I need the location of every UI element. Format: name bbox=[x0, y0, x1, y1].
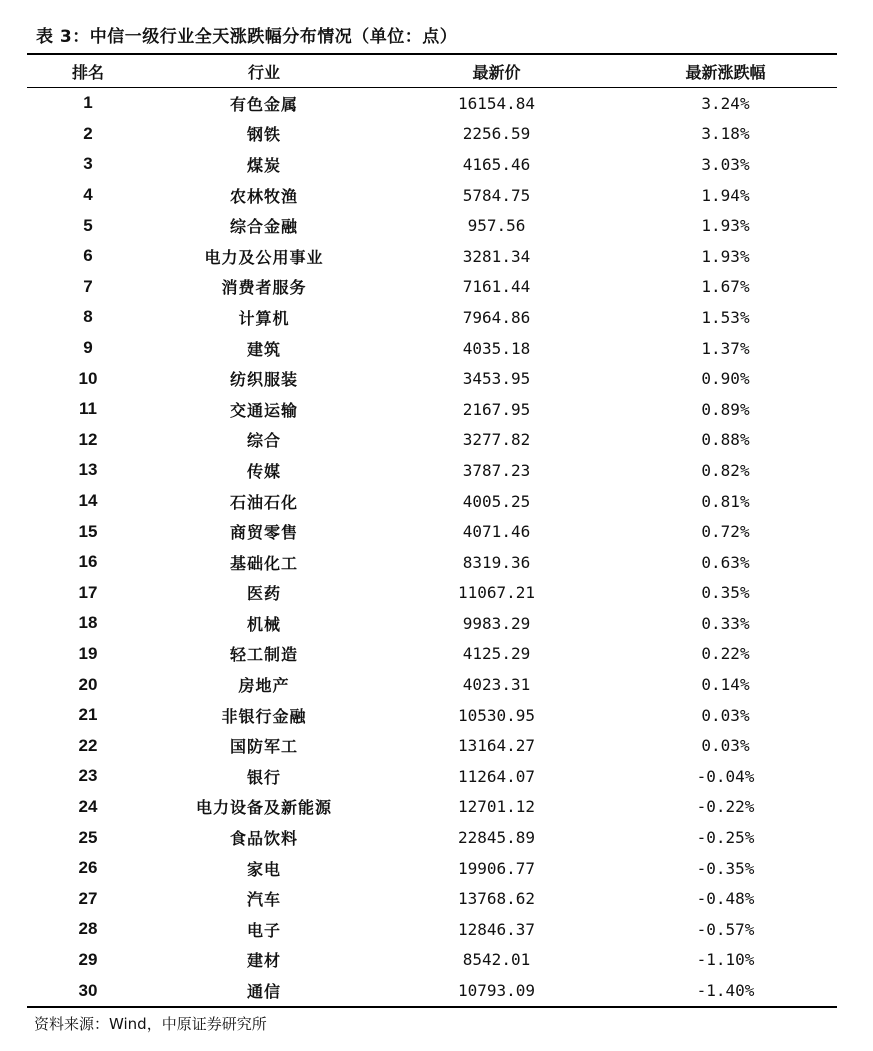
price-cell: 13164.27 bbox=[457, 736, 536, 756]
change-cell: 0.82% bbox=[701, 460, 750, 480]
industry-cell: 建筑 bbox=[246, 339, 281, 359]
price-cell: 11067.21 bbox=[457, 583, 536, 603]
table-row bbox=[27, 608, 837, 639]
table-row bbox=[27, 516, 837, 547]
change-cell: -0.04% bbox=[696, 766, 755, 786]
change-cell: -1.10% bbox=[696, 950, 755, 970]
industry-cell: 轻工制造 bbox=[229, 645, 298, 665]
industry-cell: 商贸零售 bbox=[229, 523, 298, 543]
change-cell: 0.89% bbox=[701, 399, 750, 419]
change-cell: -1.40% bbox=[696, 981, 755, 1001]
price-cell: 19906.77 bbox=[457, 858, 536, 878]
industry-cell: 综合 bbox=[246, 431, 281, 451]
table-title: 表 3：中信一级行业全天涨跌幅分布情况（单位：点） bbox=[36, 27, 458, 47]
price-cell: 12701.12 bbox=[457, 797, 536, 817]
table-row bbox=[27, 945, 837, 976]
table-row bbox=[27, 149, 837, 180]
table-row bbox=[27, 180, 837, 211]
rank-cell: 10 bbox=[78, 368, 98, 388]
price-cell: 7964.86 bbox=[462, 307, 531, 327]
rank-cell: 19 bbox=[78, 643, 98, 663]
industry-cell: 有色金属 bbox=[229, 94, 298, 114]
table-row bbox=[27, 486, 837, 517]
industry-cell: 钢铁 bbox=[246, 125, 281, 145]
price-cell: 3787.23 bbox=[462, 460, 531, 480]
table-row bbox=[27, 914, 837, 945]
table-body bbox=[27, 88, 837, 1007]
change-cell: -0.25% bbox=[696, 828, 755, 848]
table-header-row bbox=[27, 54, 837, 88]
change-cell: 1.37% bbox=[701, 338, 750, 358]
industry-cell: 电力设备及新能源 bbox=[195, 798, 332, 818]
industry-cell: 食品饮料 bbox=[229, 829, 298, 849]
rank-cell: 3 bbox=[83, 154, 93, 174]
rank-cell: 2 bbox=[83, 123, 93, 143]
table-row bbox=[27, 272, 837, 303]
industry-cell: 家电 bbox=[246, 859, 281, 879]
price-cell: 16154.84 bbox=[457, 93, 536, 113]
rank-cell: 6 bbox=[83, 246, 93, 266]
rank-cell: 11 bbox=[79, 399, 97, 419]
rank-cell: 29 bbox=[78, 949, 98, 969]
rank-cell: 12 bbox=[78, 429, 98, 449]
price-cell: 22845.89 bbox=[457, 828, 536, 848]
price-cell: 2256.59 bbox=[462, 124, 531, 144]
industry-table bbox=[27, 53, 837, 1008]
change-cell: 3.18% bbox=[701, 124, 750, 144]
rank-cell: 9 bbox=[83, 338, 93, 358]
rank-cell: 27 bbox=[78, 888, 98, 908]
table-row bbox=[27, 210, 837, 241]
change-cell: 1.93% bbox=[701, 246, 750, 266]
change-cell: 0.81% bbox=[701, 491, 750, 511]
change-cell: 0.33% bbox=[701, 613, 750, 633]
change-cell: 0.22% bbox=[701, 644, 750, 664]
industry-cell: 非银行金融 bbox=[221, 706, 307, 726]
table-row bbox=[27, 333, 837, 364]
table-row bbox=[27, 547, 837, 578]
rank-cell: 24 bbox=[78, 796, 98, 816]
header-industry: 行业 bbox=[247, 62, 280, 82]
price-cell: 4071.46 bbox=[462, 522, 531, 542]
table-row bbox=[27, 119, 837, 150]
price-cell: 3453.95 bbox=[462, 369, 531, 389]
change-cell: -0.22% bbox=[696, 797, 755, 817]
industry-cell: 农林牧渔 bbox=[229, 186, 298, 206]
change-cell: 3.03% bbox=[701, 154, 750, 174]
table-row bbox=[27, 639, 837, 670]
table-row bbox=[27, 578, 837, 609]
industry-cell: 国防军工 bbox=[229, 737, 298, 757]
industry-cell: 房地产 bbox=[238, 676, 290, 696]
change-cell: 0.63% bbox=[701, 552, 750, 572]
change-cell: 0.72% bbox=[701, 522, 750, 542]
change-cell: 1.93% bbox=[701, 216, 750, 236]
change-cell: 1.67% bbox=[701, 277, 750, 297]
price-cell: 7161.44 bbox=[462, 277, 531, 297]
industry-cell: 传媒 bbox=[246, 461, 281, 481]
industry-cell: 汽车 bbox=[246, 890, 281, 910]
change-cell: -0.48% bbox=[696, 889, 755, 909]
source-note: 资料来源：Wind，中原证券研究所 bbox=[34, 1015, 267, 1033]
industry-cell: 电力及公用事业 bbox=[204, 247, 324, 267]
rank-cell: 26 bbox=[78, 858, 98, 878]
header-latest-price: 最新价 bbox=[472, 62, 521, 82]
change-cell: -0.57% bbox=[696, 919, 755, 939]
price-cell: 8542.01 bbox=[462, 950, 531, 970]
table-row bbox=[27, 730, 837, 761]
rank-cell: 16 bbox=[78, 552, 98, 572]
price-cell: 3277.82 bbox=[462, 430, 531, 450]
change-cell: 1.94% bbox=[701, 185, 750, 205]
industry-cell: 消费者服务 bbox=[221, 278, 307, 298]
price-cell: 4005.25 bbox=[462, 491, 531, 511]
industry-cell: 医药 bbox=[246, 584, 281, 604]
rank-cell: 20 bbox=[78, 674, 98, 694]
rank-cell: 8 bbox=[83, 307, 93, 327]
industry-cell: 综合金融 bbox=[229, 217, 298, 237]
price-cell: 3281.34 bbox=[462, 246, 531, 266]
rank-cell: 13 bbox=[78, 460, 98, 480]
rank-cell: 1 bbox=[83, 93, 93, 113]
rank-cell: 23 bbox=[78, 766, 98, 786]
industry-cell: 电子 bbox=[246, 920, 281, 940]
industry-cell: 建材 bbox=[246, 951, 281, 971]
table-row bbox=[27, 761, 837, 792]
price-cell: 10793.09 bbox=[457, 981, 536, 1001]
price-cell: 4023.31 bbox=[462, 675, 531, 695]
industry-cell: 纺织服装 bbox=[229, 370, 298, 390]
table-row bbox=[27, 883, 837, 914]
header-latest-change: 最新涨跌幅 bbox=[685, 62, 766, 82]
industry-cell: 机械 bbox=[246, 614, 281, 634]
rank-cell: 22 bbox=[78, 735, 98, 755]
table-row bbox=[27, 425, 837, 456]
table-row bbox=[27, 822, 837, 853]
rank-cell: 15 bbox=[78, 521, 98, 541]
table-row bbox=[27, 792, 837, 823]
price-cell: 957.56 bbox=[467, 216, 526, 236]
table-row bbox=[27, 302, 837, 333]
industry-cell: 通信 bbox=[246, 982, 281, 1002]
price-cell: 4125.29 bbox=[462, 644, 531, 664]
price-cell: 13768.62 bbox=[457, 889, 536, 909]
change-cell: 0.90% bbox=[701, 369, 750, 389]
price-cell: 12846.37 bbox=[457, 919, 536, 939]
price-cell: 9983.29 bbox=[462, 613, 531, 633]
price-cell: 4035.18 bbox=[462, 338, 531, 358]
rank-cell: 5 bbox=[83, 215, 93, 235]
price-cell: 5784.75 bbox=[462, 185, 531, 205]
rank-cell: 30 bbox=[78, 980, 98, 1000]
change-cell: 0.88% bbox=[701, 430, 750, 450]
table-row bbox=[27, 363, 837, 394]
table-row bbox=[27, 975, 837, 1007]
industry-cell: 煤炭 bbox=[246, 155, 281, 175]
table-row bbox=[27, 700, 837, 731]
price-cell: 11264.07 bbox=[457, 766, 536, 786]
table-row bbox=[27, 853, 837, 884]
table-row bbox=[27, 669, 837, 700]
price-cell: 2167.95 bbox=[462, 399, 531, 419]
change-cell: 0.35% bbox=[701, 583, 750, 603]
header-rank: 排名 bbox=[71, 62, 104, 82]
industry-cell: 银行 bbox=[246, 767, 281, 787]
industry-cell: 计算机 bbox=[238, 308, 290, 328]
industry-cell: 石油石化 bbox=[229, 492, 298, 512]
price-cell: 10530.95 bbox=[457, 705, 536, 725]
table-row bbox=[27, 241, 837, 272]
table-row bbox=[27, 394, 837, 425]
industry-table-container bbox=[27, 53, 837, 1008]
table-row bbox=[27, 455, 837, 486]
rank-cell: 7 bbox=[83, 276, 93, 296]
industry-cell: 交通运输 bbox=[229, 400, 298, 420]
industry-cell: 基础化工 bbox=[229, 553, 298, 573]
rank-cell: 14 bbox=[78, 491, 98, 511]
rank-cell: 28 bbox=[78, 919, 98, 939]
change-cell: -0.35% bbox=[696, 858, 755, 878]
rank-cell: 25 bbox=[78, 827, 98, 847]
change-cell: 0.14% bbox=[701, 675, 750, 695]
change-cell: 3.24% bbox=[701, 93, 750, 113]
rank-cell: 18 bbox=[78, 613, 98, 633]
change-cell: 0.03% bbox=[701, 705, 750, 725]
change-cell: 1.53% bbox=[701, 307, 750, 327]
rank-cell: 4 bbox=[83, 185, 93, 205]
rank-cell: 17 bbox=[78, 582, 98, 602]
price-cell: 8319.36 bbox=[462, 552, 531, 572]
table-row bbox=[27, 88, 837, 119]
change-cell: 0.03% bbox=[701, 736, 750, 756]
price-cell: 4165.46 bbox=[462, 154, 531, 174]
rank-cell: 21 bbox=[78, 705, 98, 725]
